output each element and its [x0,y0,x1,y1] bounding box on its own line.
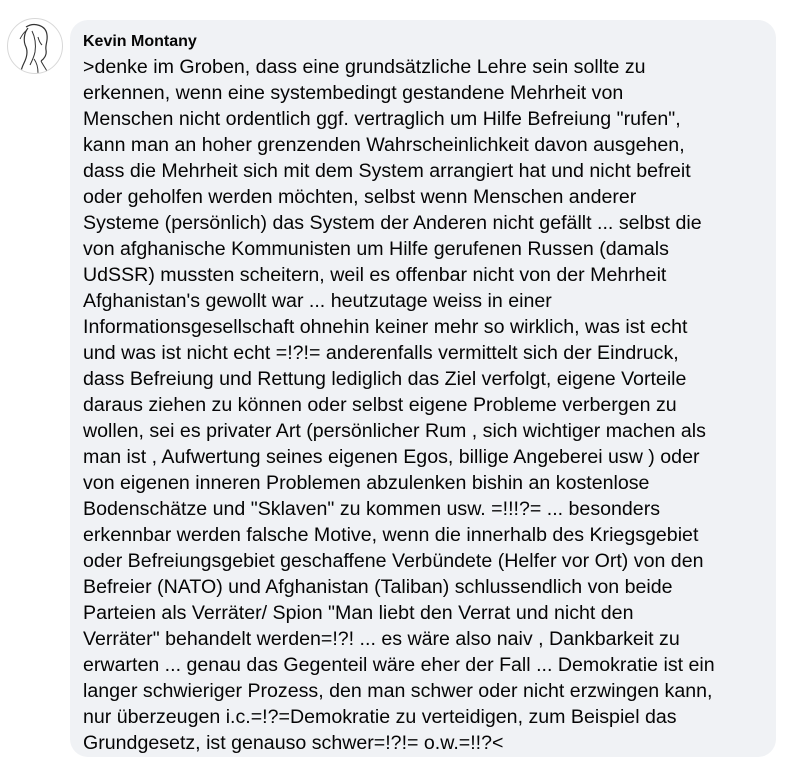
sketch-profile-icon [8,19,62,73]
avatar[interactable] [7,18,63,74]
comment-bubble [70,20,776,757]
comment-text: >denke im Groben, dass eine grundsätzliche Lehre sein sollte zu erkennen, wenn eine systembedingt gestandene Mehrheit von Menschen nicht ordentlich ggf. vertraglich um Hilfe Befreiung "rufen", kann man an hoher grenzenden Wahrscheinlichkeit davon ausgehen, dass die Mehrheit sich mit dem System arrangiert hat und nicht befreit oder geholfen werden möchten, selbst wenn Menschen anderer Systeme (persönlich) das System der Anderen nicht gefällt ... selbst die von afghanische Kommunisten um Hilfe gerufenen Russen (damals UdSSR) mussten scheitern, weil es offenbar nicht von der Mehrheit Afghanistan's gewollt war ... heutzutage weiss in einer Informationsgesellschaft ohnehin keiner mehr so wirklich, was ist echt und was ist nicht echt =!?!= anderenfalls vermittelt sich der Eindruck, dass Befreiung und Rettung lediglich das Ziel verfolgt, eigene Vorteile daraus ziehen zu können oder selbst eigene Probleme verbergen zu wollen, sei es privater Art (persönlicher Rum , sich wichtiger machen als man ist , Aufwertung seines eigenen Egos, billige Angeberei usw ) oder von eigenen inneren Problemen abzulenken bishin an kostenlose Bodenschätze und "Sklaven" zu kommen usw. =!!!?= ... besonders erkennbar werden falsche Motive, wenn die innerhalb des Kriegsgebiet oder Befreiungsgebiet geschaffene Verbündete (Helfer vor Ort) von den Befreier (NATO) und Afghanistan (Taliban) schlussendlich von beide Parteien als Verräter/ Spion "Man liebt den Verrat und nicht den Verräter" behandelt werden=!?! ... es wäre also naiv , Dankbarkeit zu erwarten ... genau das Gegenteil wäre eher der Fall ... Demokratie ist ein langer schwieriger Prozess, den man schwer oder nicht erzwingen kann, nur überzeugen i.c.=!?=Demokratie zu verteidigen, zum Beispiel das Grundgesetz, ist genauso schwer=!?!= o.w.=!!?< [83,56,715,754]
comment-author-name[interactable]: Kevin Montany [83,33,197,50]
